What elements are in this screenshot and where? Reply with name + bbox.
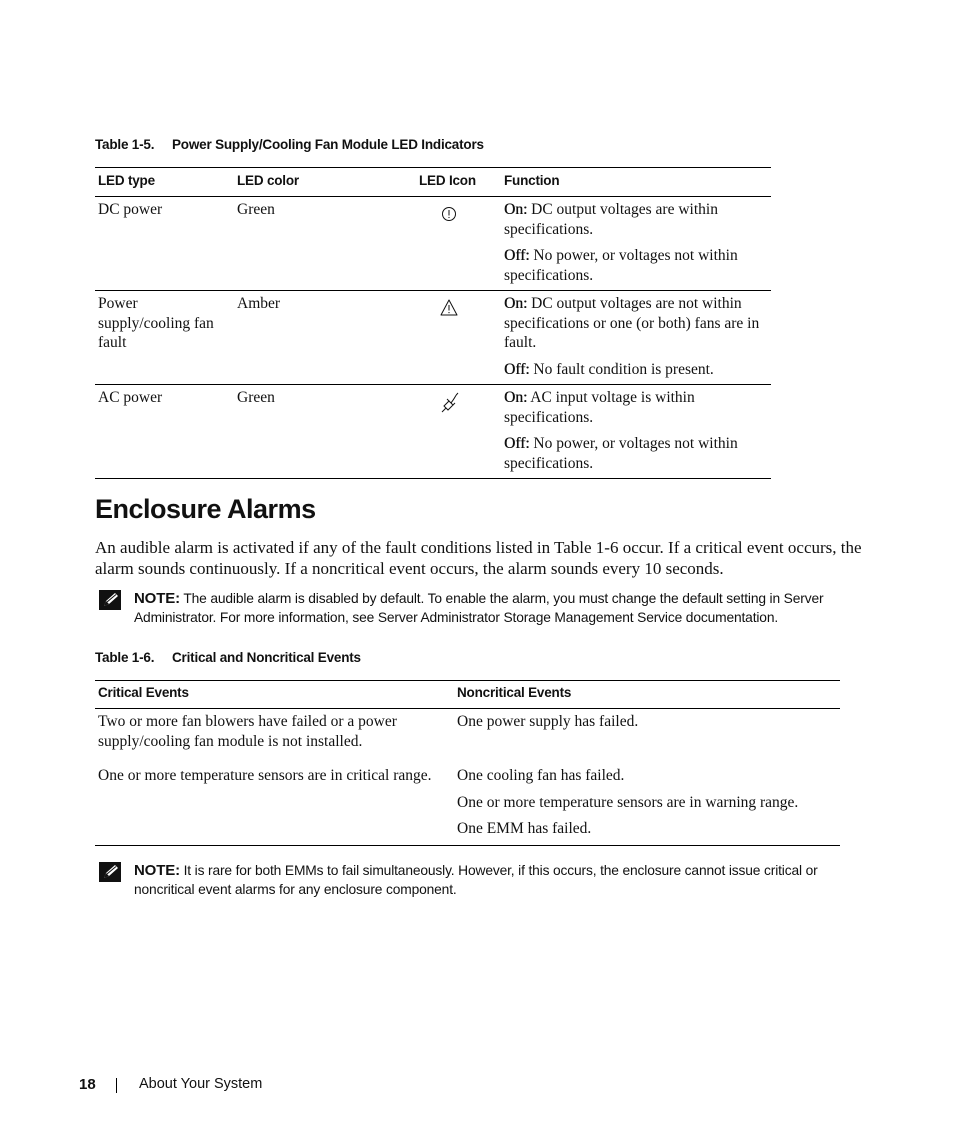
critical-event-item: One or more temperature sensors are in critical range. [98, 767, 432, 784]
note-text: The audible alarm is disabled by default. To enable the alarm, you must change the default setting in Server Administrator. For more information, see Server Administrator Storage Management Service documentation. [134, 591, 824, 625]
dc-power-icon [437, 203, 463, 225]
off-label: Off: [504, 247, 530, 264]
on-label: On: [504, 295, 528, 312]
table-number: Table 1-6. [95, 650, 155, 665]
warning-triangle-icon [437, 297, 463, 319]
led-color-cell: Green [237, 389, 275, 406]
on-description: AC input voltage is within specifications. [504, 389, 695, 426]
function-cell [504, 388, 766, 480]
led-color-cell: Amber [237, 295, 281, 312]
table-body [95, 709, 840, 846]
off-description: No fault condition is present. [529, 360, 714, 378]
intro-paragraph: An audible alarm is activated if any of the fault conditions listed in Table 1-6 occur. If a critical event occurs, the alarm sounds continuously. If a noncritical event occurs, the alarm sounds every 10 seconds. [95, 538, 862, 578]
table-number: Table 1-5. [95, 137, 155, 152]
note-pencil-icon [99, 590, 121, 610]
noncritical-event-item: One cooling fan has failed. [457, 767, 625, 784]
table-header [95, 167, 771, 197]
function-cell [504, 294, 766, 386]
column-header: LED type [98, 173, 155, 188]
led-type-cell: AC power [98, 389, 163, 406]
function-cell [504, 200, 766, 292]
note [99, 861, 859, 899]
table-row [95, 385, 771, 479]
on-label: On: [504, 389, 528, 406]
column-header: Function [504, 173, 560, 188]
table-row [95, 291, 771, 385]
table-title: Power Supply/Cooling Fan Module LED Indicators [172, 137, 484, 152]
ac-plug-icon [437, 391, 463, 413]
table-header [95, 680, 840, 709]
critical-event-item: Two or more fan blowers have failed or a power supply/cooling fan module is not installed. [98, 713, 397, 750]
table-row [95, 197, 771, 291]
noncritical-event-item: One or more temperature sensors are in warning range. [457, 794, 799, 811]
column-header: Critical Events [98, 685, 189, 700]
column-header: Noncritical Events [457, 685, 572, 700]
off-description: No power, or voltages not within specifications. [504, 247, 738, 284]
page-number: 18 [79, 1076, 96, 1093]
events-table [95, 680, 840, 846]
column-header: LED color [237, 173, 299, 188]
footer-section-title: About Your System [139, 1076, 263, 1092]
on-description: DC output voltages are not within specifications or one (or both) fans are in fault. [504, 295, 760, 351]
note-label: NOTE: [134, 862, 180, 879]
footer-divider [116, 1078, 117, 1093]
note-label: NOTE: [134, 590, 180, 607]
table-title: Critical and Noncritical Events [172, 650, 361, 665]
led-type-cell: Power supply/cooling fan fault [98, 295, 214, 351]
led-indicators-table [95, 167, 771, 479]
led-color-cell: Green [237, 201, 275, 218]
noncritical-event-item: One power supply has failed. [457, 713, 639, 730]
noncritical-event-item: One EMM has failed. [457, 820, 592, 837]
note [99, 589, 859, 627]
table-caption [95, 650, 361, 665]
note-pencil-icon [99, 862, 121, 882]
note-text: It is rare for both EMMs to fail simultaneously. However, if this occurs, the enclosure cannot issue critical or noncritical event alarms for any enclosure component. [134, 863, 818, 897]
section-heading: Enclosure Alarms [95, 494, 316, 524]
column-header: LED Icon [419, 173, 476, 188]
on-description: DC output voltages are within specifications. [504, 201, 718, 238]
led-type-cell: DC power [98, 201, 163, 218]
table-caption [95, 137, 484, 152]
off-label: Off: [504, 360, 530, 378]
off-description: No power, or voltages not within specifications. [504, 435, 738, 472]
on-label: On: [504, 201, 528, 218]
off-label: Off: [504, 435, 530, 452]
